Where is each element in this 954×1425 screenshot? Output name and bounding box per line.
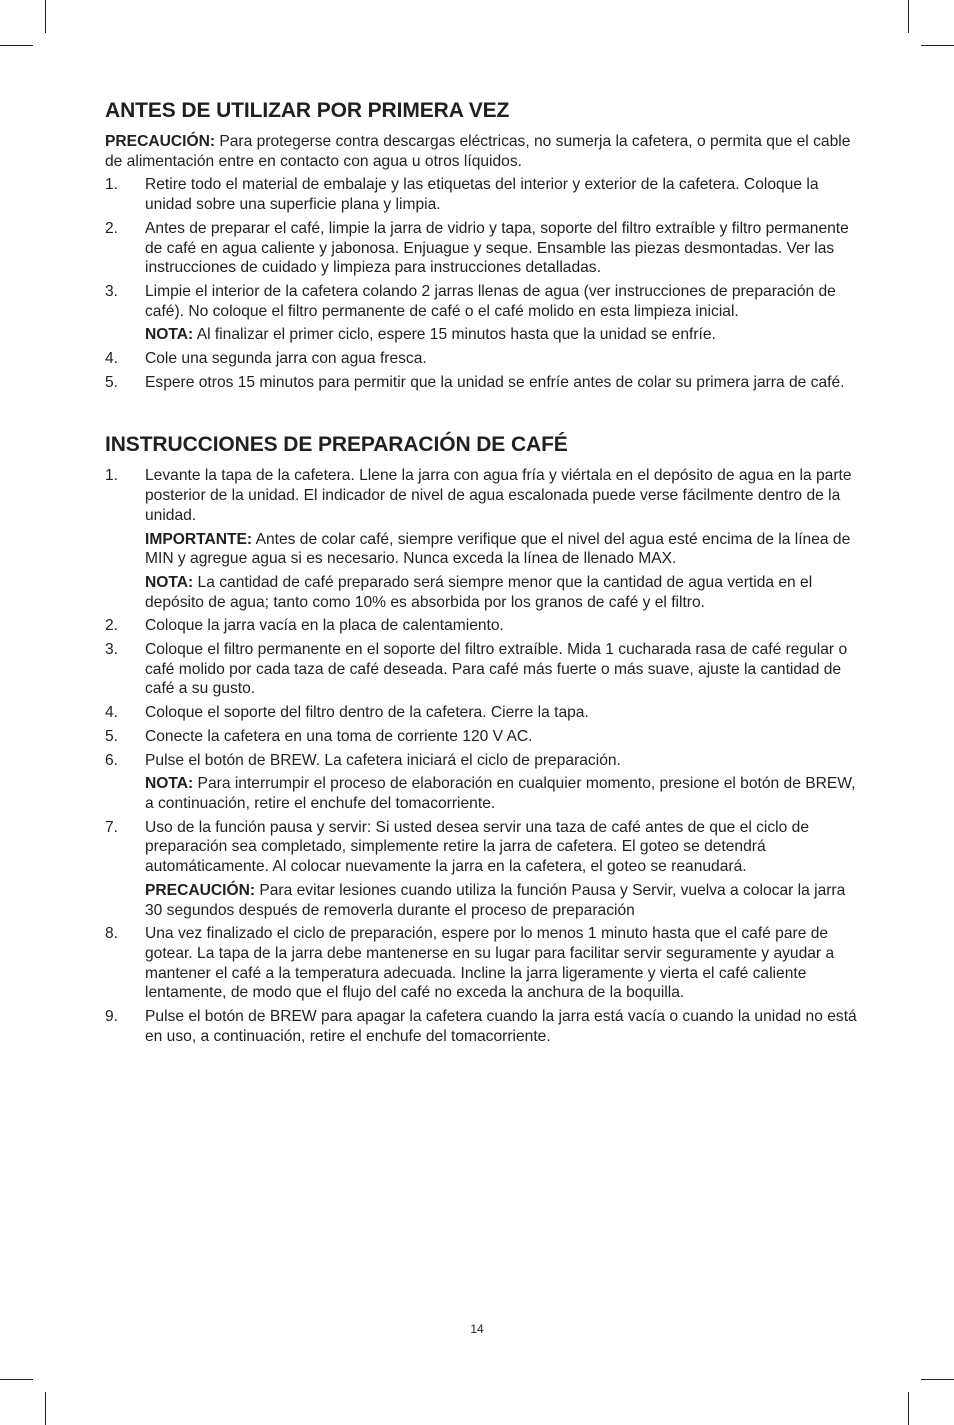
list-item xyxy=(105,616,857,636)
important-text: Antes de colar café, siempre verifique que el nivel del agua esté encima de la línea de MIN y agregue agua si es necesario. Nunca exceda la línea de llenado MAX. xyxy=(145,530,851,568)
caution-paragraph xyxy=(105,132,857,171)
caution-label: PRECAUCIÓN: xyxy=(145,881,256,899)
item-number: 1. xyxy=(105,467,119,485)
list-item xyxy=(105,373,857,393)
note-paragraph xyxy=(145,774,857,813)
item-text: Conecte la cafetera en una toma de corriente 120 V AC. xyxy=(145,727,533,745)
item-number: 5. xyxy=(105,727,119,745)
section-heading-brewing: INSTRUCCIONES DE PREPARACIÓN DE CAFÉ xyxy=(105,433,568,457)
item-number: 7. xyxy=(105,818,119,836)
caution-text: Para protegerse contra descargas eléctricas, no sumerja la cafetera, o permita que el cable de alimentación entre en contacto con agua u otros líquidos. xyxy=(105,133,851,170)
note-text: Al finalizar el primer ciclo, espere 15 minutos hasta que la unidad se enfríe. xyxy=(193,326,716,344)
page-number: 14 xyxy=(470,1322,484,1336)
item-text: Retire todo el material de embalaje y las etiquetas del interior y exterior de la cafetera. Coloque la unidad sobre una superficie plana y limpia. xyxy=(145,176,819,214)
list-item xyxy=(105,818,857,877)
item-text: Limpie el interior de la cafetera colando 2 jarras llenas de agua (ver instrucciones de preparación de café). No coloque el filtro permanente de café o el café molido en esta limpieza inicial. xyxy=(145,282,836,320)
item-text: Pulse el botón de BREW. La cafetera iniciará el ciclo de preparación. xyxy=(145,751,621,769)
list-item xyxy=(105,703,857,723)
caution-paragraph xyxy=(145,881,857,920)
list-item xyxy=(105,1007,857,1046)
list-item xyxy=(105,349,857,369)
item-number: 4. xyxy=(105,350,119,368)
item-number: 2. xyxy=(105,219,119,237)
item-text: Coloque el soporte del filtro dentro de la cafetera. Cierre la tapa. xyxy=(145,704,589,722)
note-label: NOTA: xyxy=(145,326,194,344)
item-number: 8. xyxy=(105,925,119,943)
list-item xyxy=(105,727,857,747)
important-paragraph xyxy=(145,530,857,569)
item-number: 9. xyxy=(105,1008,119,1026)
item-text: Pulse el botón de BREW para apagar la cafetera cuando la jarra está vacía o cuando la unidad no está en uso, a continuación, retire el enchufe del tomacorriente. xyxy=(145,1008,857,1045)
item-number: 3. xyxy=(105,282,119,300)
crop-mark xyxy=(908,0,909,33)
list-item xyxy=(105,175,857,214)
item-text: Cole una segunda jarra con agua fresca. xyxy=(145,350,427,368)
note-paragraph xyxy=(145,573,857,612)
item-number: 5. xyxy=(105,373,119,391)
list-item xyxy=(105,751,857,771)
item-number: 4. xyxy=(105,704,119,722)
item-text: Uso de la función pausa y servir: Si usted desea servir una taza de café antes de que el ciclo de preparación sea completado, simplemente retire la jarra de cafetera. El goteo se detendrá automáticamente. Al colocar nuevamente la jarra en la cafetera, el goteo se reanudará. xyxy=(145,818,809,876)
item-text: Coloque el filtro permanente en el soporte del filtro extraíble. Mida 1 cucharada rasa de café regular o café molido por cada taza de café deseada. Para café más fuerte o más suave, ajuste la cantidad de café a su gusto. xyxy=(145,641,848,698)
item-text: Coloque la jarra vacía en la placa de calentamiento. xyxy=(145,617,504,635)
item-text: Espere otros 15 minutos para permitir que la unidad se enfríe antes de colar su primera jarra de café. xyxy=(145,373,845,391)
list-item xyxy=(105,282,857,321)
crop-mark xyxy=(908,1392,909,1425)
crop-mark xyxy=(0,45,33,46)
crop-mark xyxy=(45,1392,46,1425)
list-item xyxy=(105,640,857,699)
crop-mark xyxy=(921,1379,954,1380)
note-label: NOTA: xyxy=(145,775,194,793)
page-content xyxy=(105,98,857,1050)
section-heading-first-use: ANTES DE UTILIZAR POR PRIMERA VEZ xyxy=(105,99,510,122)
note-label: NOTA: xyxy=(145,573,194,591)
item-number: 6. xyxy=(105,751,119,769)
item-text: Una vez finalizado el ciclo de preparación, espere por lo menos 1 minuto hasta que el café pare de gotear. La tapa de la jarra debe mantenerse en su lugar para facilitar servir seguramente y ayudar a mantener el café a la temperatura adecuada. Incline la jarra ligeramente y vierta el café caliente lentamente, de modo que el flujo del café no exceda la anchura de la boquilla. xyxy=(145,925,835,1002)
caution-text: Para evitar lesiones cuando utiliza la función Pausa y Servir, vuelva a colocar la jarra 30 segundos después de removerla durante el proceso de preparación xyxy=(145,881,846,919)
list-item xyxy=(105,924,857,1003)
item-text: Antes de preparar el café, limpie la jarra de vidrio y tapa, soporte del filtro extraíble y filtro permanente de café en agua caliente y jabonosa. Enjuague y seque. Ensamble las piezas desmontadas. Ver las instrucciones de cuidado y limpieza para instrucciones detalladas. xyxy=(145,219,849,277)
note-text: La cantidad de café preparado será siempre menor que la cantidad de agua vertida en el depósito de agua; tanto como 10% es absorbida por los granos de café y el filtro. xyxy=(145,573,813,611)
list-item xyxy=(105,219,857,278)
item-text: Levante la tapa de la cafetera. Llene la jarra con agua fría y viértala en el depósito de agua en la parte posterior de la unidad. El indicador de nivel de agua escalonada puede verse fácilmente dentro de la unidad. xyxy=(145,467,852,524)
list-item xyxy=(105,466,857,525)
item-number: 2. xyxy=(105,617,119,635)
item-number: 1. xyxy=(105,176,119,194)
crop-mark xyxy=(45,0,46,33)
crop-mark xyxy=(0,1379,33,1380)
item-number: 3. xyxy=(105,641,119,659)
caution-label: PRECAUCIÓN: xyxy=(105,133,216,150)
note-paragraph xyxy=(145,325,857,345)
note-text: Para interrumpir el proceso de elaboración en cualquier momento, presione el botón de BREW, a continuación, retire el enchufe del tomacorriente. xyxy=(145,775,856,812)
important-label: IMPORTANTE: xyxy=(145,530,253,548)
crop-mark xyxy=(921,45,954,46)
